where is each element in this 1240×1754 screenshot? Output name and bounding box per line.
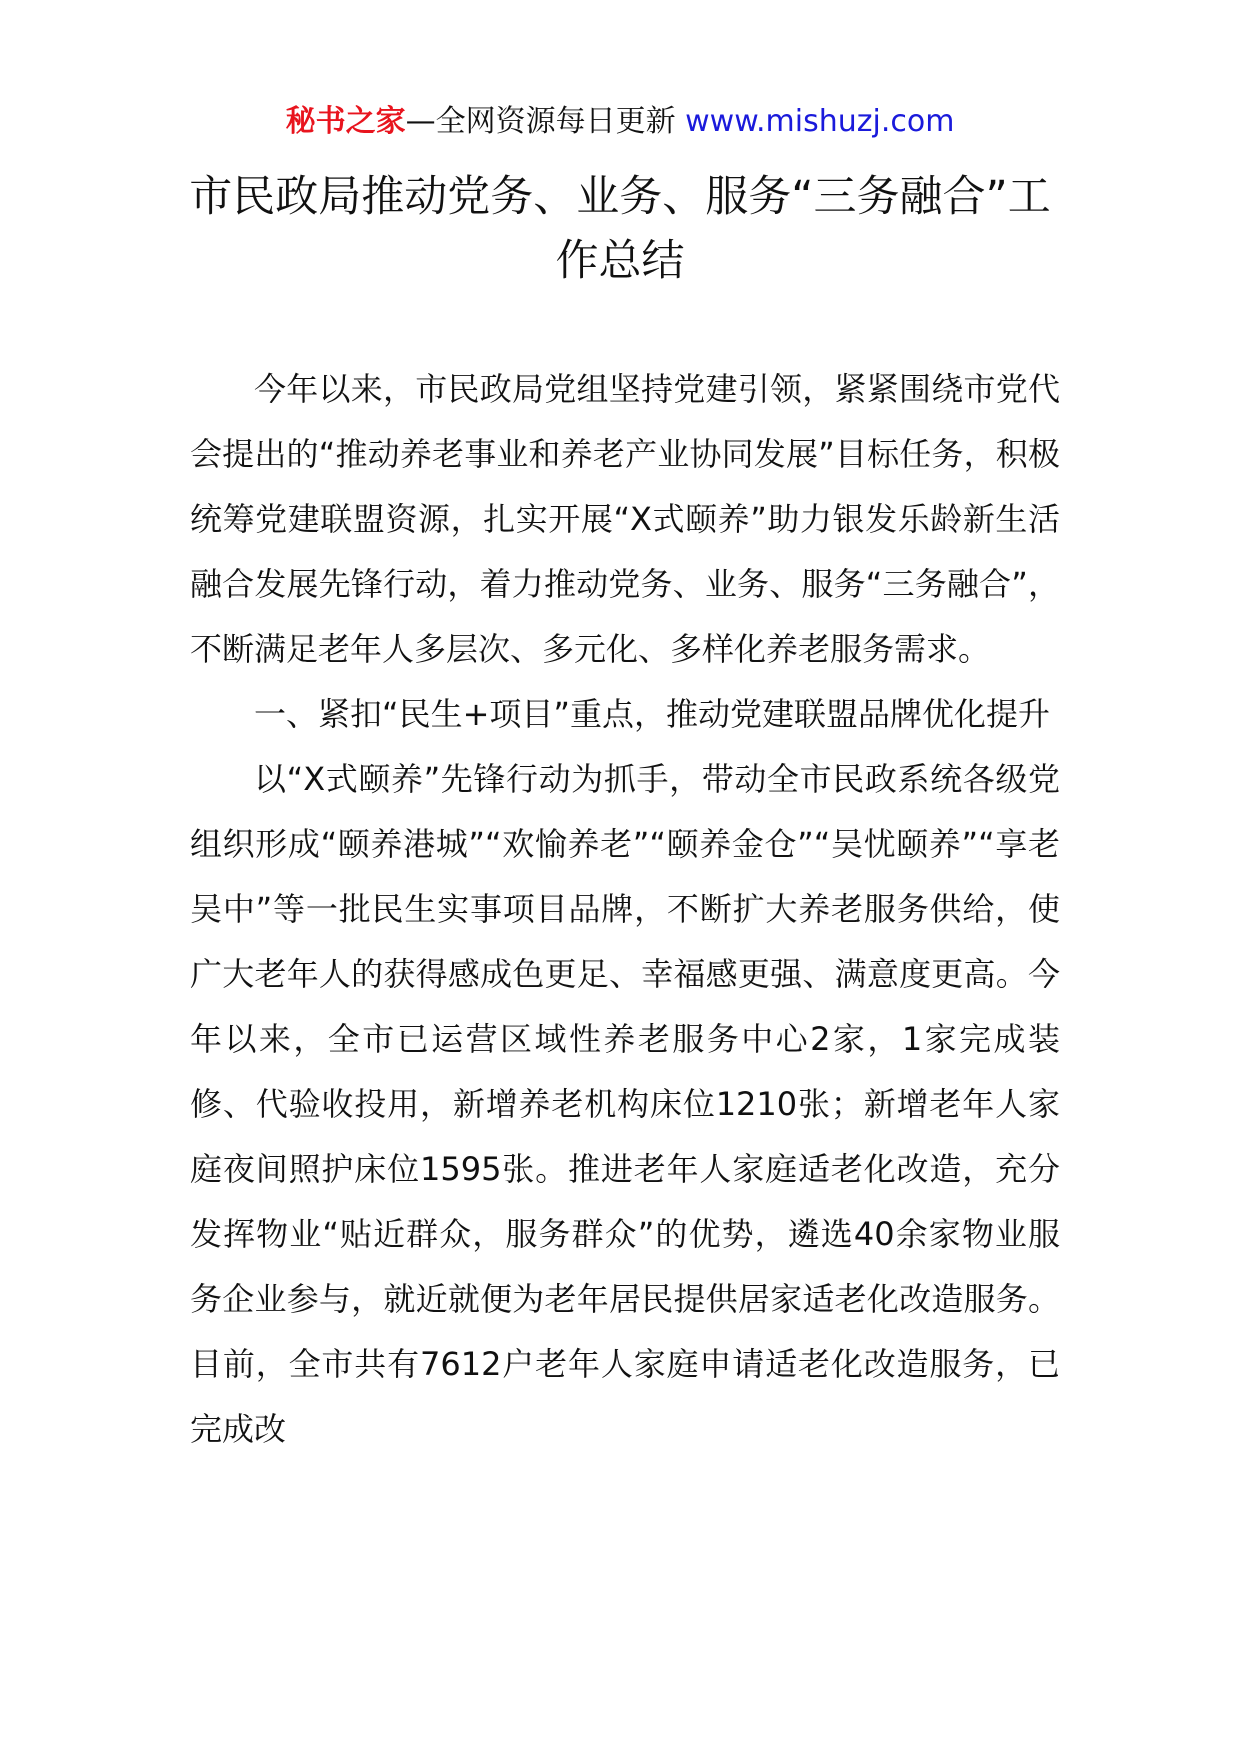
site-header xyxy=(0,100,1240,144)
section-heading: 一、紧扣“民生+项目”重点，推动党建联盟品牌优化提升 xyxy=(254,695,1050,733)
body-paragraph: 以“X式颐养”先锋行动为抓手，带动全市民政系统各级党组织形成“颐养港城”“欢愉养老”“颐养金仓”“吴忧颐养”“享老吴中”等一批民生实事项目品牌，不断扩大养老服务供给，使广大老年人的获得感成色更足、幸福感更强、满意度更高。今年以来，全市已运营区域性养老服务中心2家，1家完成装修、代验收投用，新增养老机构床位1210张；新增老年人家庭夜间照护床位1595张。推进老年人家庭适老化改造，充分发挥物业“贴近群众，服务群众”的优势，遴选40余家物业服务企业参与，就近就便为老年居民提供居家适老化改造服务。目前，全市共有7612户老年人家庭申请适老化改造服务，已完成改 xyxy=(190,760,1060,1448)
document-title: 市民政局推动党务、业务、服务“三务融合”工作总结 xyxy=(189,172,1051,286)
site-url[interactable]: www.mishuzj.com xyxy=(685,104,955,139)
document-body xyxy=(190,357,1060,1462)
site-brand: 秘书之家 xyxy=(285,104,406,139)
intro-paragraph: 今年以来，市民政局党组坚持党建引领，紧紧围绕市党代会提出的“推动养老事业和养老产业协同发展”目标任务，积极统筹党建联盟资源，扎实开展“X式颐养”助力银发乐龄新生活融合发展先锋行动，着力推动党务、业务、服务“三务融合”，不断满足老年人多层次、多元化、多样化养老服务需求。 xyxy=(190,370,1060,668)
site-tagline: —全网资源每日更新 xyxy=(405,104,686,139)
